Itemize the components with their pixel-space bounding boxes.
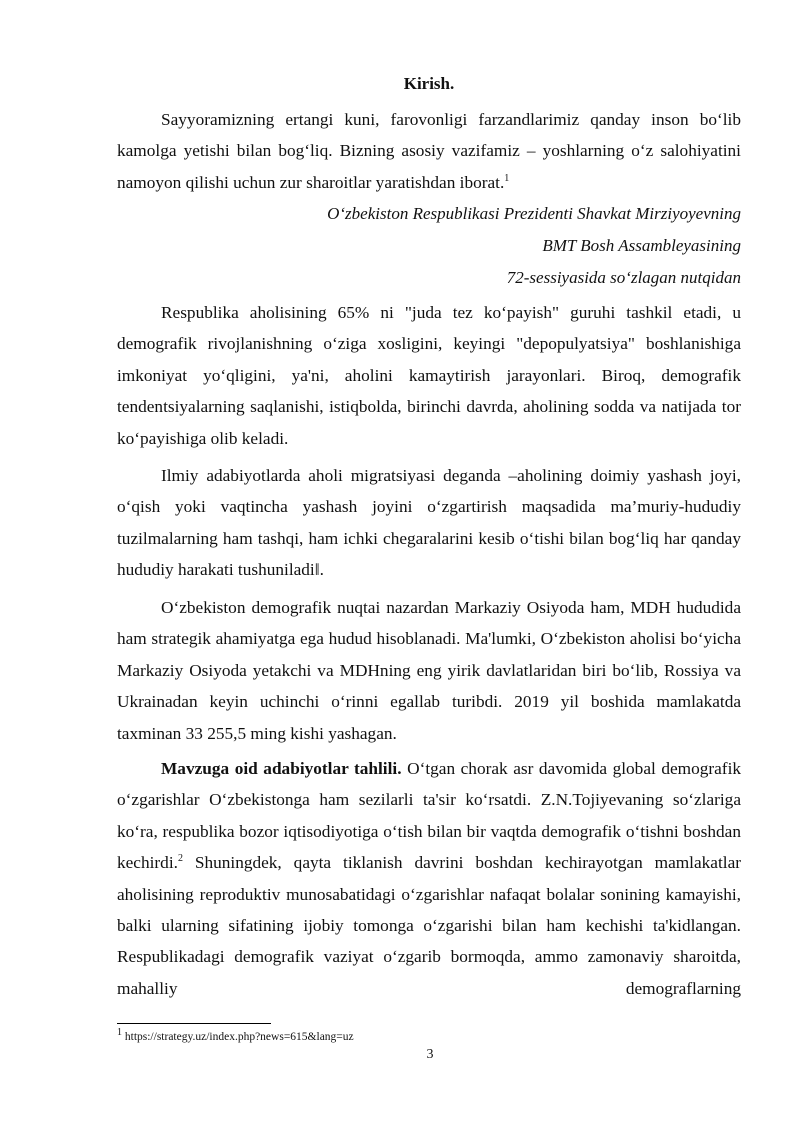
page-number: 3 xyxy=(426,1047,434,1062)
section-heading: Kirish. xyxy=(403,74,455,93)
body-paragraph: Respublika aholisining 65% ni "juda tez ko‘payish" guruhi tashkil etadi, u demografik rivojlanishning o‘ziga xosligini, keyingi "depopulyatsiya" boshlanishiga imkoniyat yo‘qligini, ya'ni, aholini kamaytirish jarayonlari. Biroq, demografik tendentsiyalarning saqlanishi, istiqbolda, birinchi davrda, aholining sodda va natijada tor ko‘payishiga olib keladi. xyxy=(117,303,741,448)
review-text-b: Shuningdek, qayta tiklanish davrini boshdan kechirayotgan mamlakatlar aholisining reproduktiv munosabatidagi o‘zgarishlar nafaqat bolalar sonining kamayishi, balki ularning sifatining ijobiy tomonga o‘zgarishi bilan ham kechishi ta'kidlangan. Respublikadagi demografik vaziyat o‘zgarib bormoqda, ammo zamonaviy sharoitda, mahalliy demograflarning xyxy=(117,853,741,998)
footnote-ref: 2 xyxy=(177,853,183,865)
body-paragraph: O‘zbekiston demografik nuqtai nazardan Markaziy Osiyoda ham, MDH hududida ham strategik ahamiyatga ega hudud hisoblanadi. Ma'lumki, O‘zbekiston aholisi bo‘yicha Markaziy Osiyoda yetakchi va MDHning eng yirik davlatlaridan biri bo‘lib, Rossiya va Ukrainadan keyin uchinchi o‘rinni egallab turibdi. 2019 yil boshida mamlakatda taxminan 33 255,5 ming kishi yashagan. xyxy=(117,598,741,743)
footnote-divider xyxy=(117,1023,271,1024)
footnote-ref: 1 xyxy=(504,173,510,185)
epigraph-line-3: 72-sessiyasida so‘zlagan nutqidan xyxy=(506,268,741,287)
epigraph-line-2: BMT Bosh Assambleyasining xyxy=(542,236,741,255)
footnote xyxy=(117,1029,354,1045)
body-paragraph: Ilmiy adabiyotlarda aholi migratsiyasi deganda –aholining doimiy yashash joyi, o‘qish yoki vaqtincha yashash joyini o‘zgartirish maqsadida ma’muriy-hududiy tuzilmalarning ham tashqi, ham ichki chegaralarini kesib o‘tishi bilan bog‘liq har qanday hududiy harakati tushuniladi‖. xyxy=(117,466,741,580)
intro-text: Sayyoramizning ertangi kuni, farovonligi farzandlarimiz qanday inson bo‘lib kamolga yetishi bilan bog‘liq. Bizning asosiy vazifamiz – yoshlarning o‘z salohiyatini namoyon qilishi uchun zur sharoitlar yaratishdan iborat. xyxy=(117,110,741,192)
epigraph-line-1: O‘zbekiston Respublikasi Prezidenti Shavkat Mirziyoyevning xyxy=(327,204,741,223)
footnote-link[interactable]: https://strategy.uz/index.php?news=615&lang=uz xyxy=(122,1031,354,1043)
intro-paragraph xyxy=(117,104,741,198)
footnote-mark: 1 xyxy=(117,1027,122,1039)
review-text-a: O‘tgan chorak asr davomida global demografik o‘zgarishlar O‘zbekistonga ham sezilarli ta'sir ko‘rsatdi. Z.N.Tojiyevaning so‘zlariga ko‘ra, respublika bozor iqtisodiyotiga o‘tish bilan bir vaqtda demografik o‘tishni boshdan kechirdi. xyxy=(117,759,742,873)
literature-review-paragraph xyxy=(117,753,741,1004)
review-lead: Mavzuga oid adabiyotlar tahlili. xyxy=(161,759,402,778)
